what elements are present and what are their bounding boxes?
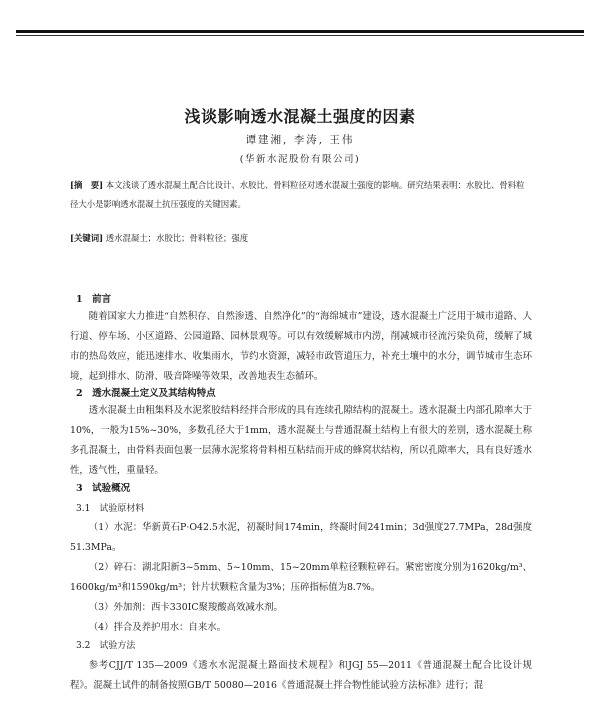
keywords-text: 透水混凝土；水胶比；骨料粒径；强度 <box>105 233 249 243</box>
keywords <box>70 229 532 248</box>
abstract <box>70 176 532 214</box>
material-item-admixture: （3）外加剂：西卡330IC聚羧酸高效减水剂。 <box>88 602 283 613</box>
abstract-text: 本文浅谈了透水混凝土配合比设计、水胶比、骨料粒径对透水混凝土强度的影响。研究结果表明：水胶比、骨料粒径大小是影响透水混凝土抗压强度的关键因素。 <box>70 180 525 209</box>
paper-title: 浅谈影响透水混凝土强度的因素 <box>184 107 416 126</box>
section-3-1-heading: 3.1 试验原材料 <box>76 504 145 514</box>
section-2-paragraph: 透水混凝土由粗集料及水泥浆胶结料经拌合形成的具有连续孔隙结构的混凝土。透水混凝土内部孔隙率大于10%，一般为15%~30%，多数孔径大于1mm，透水混凝土与普通混凝土结构上有很大的差别，透水混凝土称多孔混凝土，由骨料表面包裹一层薄水泥浆将骨料相互粘结而开成的蜂窝状结构，所以孔隙率大，具有良好透水性，透气性，重量轻。 <box>70 405 532 476</box>
material-item-water: （4）拌合及养护用水：自来水。 <box>88 622 227 633</box>
material-item-gravel: （2）碎石：湖北阳新3~5mm、5~10mm、15~20mm单粒径颗粒碎石。紧密密度分别为1620kg/m³、1600kg/m³和1590kg/m³；针片状颗粒含量为3%；压碎指标值为8.7%。 <box>70 562 532 593</box>
section-3-2-heading: 3.2 试验方法 <box>76 641 136 651</box>
section-1-paragraph: 随着国家大力推进“自然积存、自然渗透、自然净化”的“海绵城市”建设，透水混凝土广泛用于城市道路、人行道、停车场、小区道路、公园道路、园林景观等。可以有效缓解城市内涝，削减城市径流污染负荷，缓解了城市的热岛效应，能迅速排水、收集雨水，节约水资源，减轻市政管道压力，补充土壤中的水分，调节城市生态环境，起到排水、防滑、吸音降噪等效果，改善地表生态循环。 <box>70 311 532 382</box>
section-3-2-paragraph: 参考CJJ/T 135—2009《透水水泥混凝土路面技术规程》和JGJ 55—2011《普通混凝土配合比设计规程》。混凝土试件的制备按照GB/T 50080—2016《普通混凝土拌合物性能试验方法标准》进行；混 <box>70 660 532 691</box>
section-1-heading: 1 前言 <box>76 294 112 305</box>
section-3-heading: 3 试验概况 <box>76 483 131 494</box>
paper-affiliation: (华新水泥股份有限公司) <box>239 154 361 165</box>
section-2-heading: 2 透水混凝土定义及其结构特点 <box>76 388 216 399</box>
header-rule-thin <box>16 35 584 36</box>
header-rule-thick <box>16 30 584 33</box>
keywords-label: [关键词] <box>70 233 104 243</box>
paper-authors: 谭建湘, 李涛, 王伟 <box>245 134 355 146</box>
material-item-cement: （1）水泥：华新黄石P·O42.5水泥，初凝时间174min，终凝时间241min；3d强度27.7MPa，28d强度51.3MPa。 <box>70 522 532 553</box>
abstract-label: [摘 要] <box>70 180 104 190</box>
